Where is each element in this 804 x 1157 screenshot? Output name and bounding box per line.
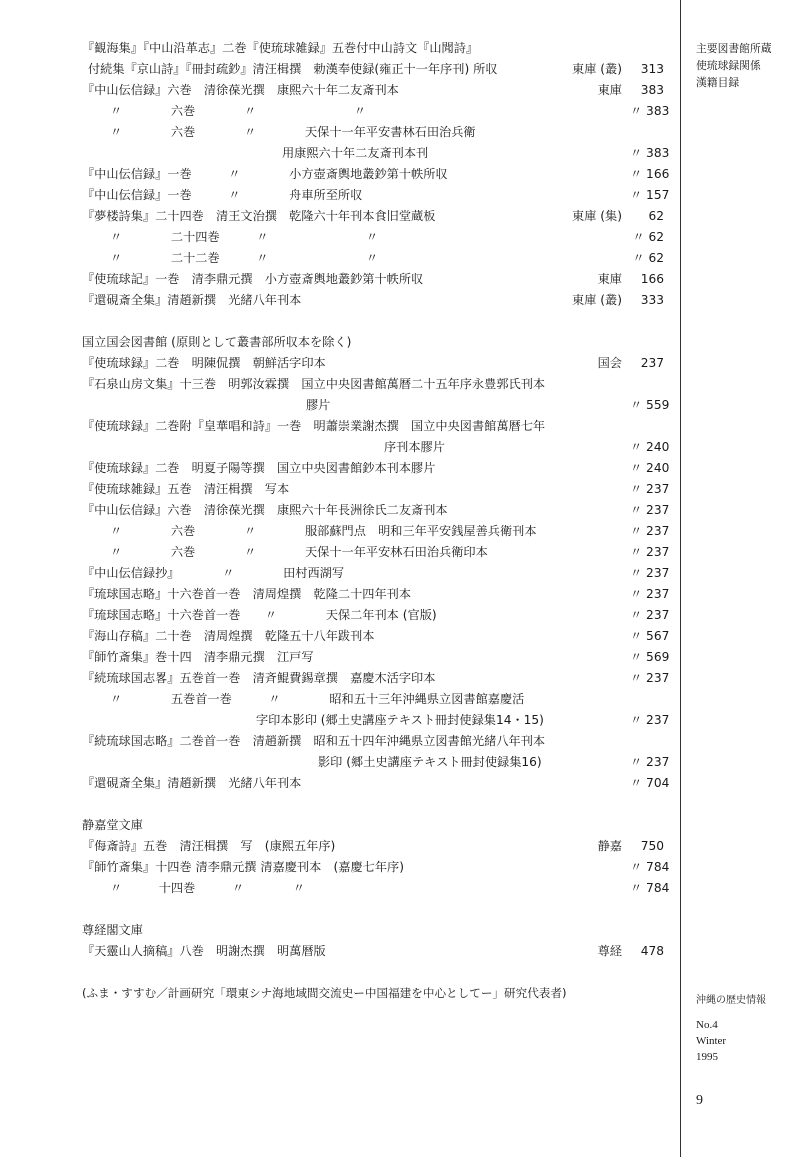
entry-text: 『中山伝信録』一巻 〃 舟車所至所収 (82, 188, 363, 202)
entry-page: 〃 166 (630, 167, 670, 181)
entry-text: 〃 六巻 〃 服部蘇門点 明和三年平安銭屋善兵衛刊本 (110, 524, 537, 538)
section-heading: 静嘉堂文庫 (82, 818, 143, 832)
catalog-entry (82, 563, 670, 584)
footer-gap (82, 962, 664, 983)
entry-page: 62 (648, 209, 664, 223)
section-heading: 尊経閣文庫 (82, 923, 143, 937)
entry-page: 〃 237 (630, 713, 670, 727)
entry-text: 『師竹斎集』巻十四 清李鼎元撰 江戸写 (82, 650, 314, 664)
entry-text: 『中山伝信録』六巻 清徐葆光撰 康熙六十年長洲徐氏二友斎刊本 (82, 503, 448, 517)
entry-location: 東庫 (597, 272, 622, 286)
issue-season: Winter (696, 1035, 727, 1047)
catalog-entry (82, 374, 664, 395)
entry-page: 〃 559 (630, 398, 670, 412)
entry-location: 国会 (597, 356, 622, 370)
entry-page: 〃 569 (630, 650, 670, 664)
entry-page: 166 (640, 272, 664, 286)
entry-text: 〃 二十四巻 〃 〃 (110, 230, 379, 244)
catalog-entry (82, 668, 670, 689)
entry-text: 『琉球国志略』十六巻首一巻 〃 天保二年刊本 (官版) (82, 608, 437, 622)
entry-text: 『観海集』『中山沿革志』二巻『使琉球雑録』五巻付中山詩文『山聞詩』 (82, 41, 479, 55)
catalog-entry (82, 416, 664, 437)
entry-text: 『侮斎詩』五巻 清汪楫撰 写 (康熙五年序) (82, 839, 336, 853)
entry-location: 東庫 (叢) (572, 62, 622, 76)
entry-page: 〃 240 (630, 440, 670, 454)
section-gap (82, 794, 664, 815)
entry-text: 〃 五巻首一巻 〃 昭和五十三年沖縄県立図書館嘉慶活 (110, 692, 525, 706)
catalog-entry (82, 710, 670, 731)
vertical-divider (680, 0, 681, 1157)
catalog-entry (82, 143, 670, 164)
author-footer: (ふま・すすむ／計画研究「環東シナ海地域間交流史ー中国福建を中心としてー」研究代表者) (82, 986, 567, 1000)
entry-page: 〃 237 (630, 587, 670, 601)
entry-text: 膠片 (306, 398, 331, 412)
page-number: 9 (696, 1093, 703, 1108)
entry-page: 〃 704 (630, 776, 670, 790)
sidebar-line: 主要図書館所蔵 (696, 42, 772, 55)
entry-page: 〃 383 (630, 104, 670, 118)
entry-text: 『続琉球国志略』二巻首一巻 清趙新撰 昭和五十四年沖縄県立図書館光緒八年刊本 (82, 734, 546, 748)
entry-text: 『使琉球録』二巻 明陳侃撰 朝鮮活字印本 (82, 356, 326, 370)
entry-page: 〃 62 (632, 230, 664, 244)
catalog-entry (82, 101, 670, 122)
entry-text: 『海山存稿』二十巻 清周煌撰 乾隆五十八年跋刊本 (82, 629, 375, 643)
entry-page: 〃 237 (630, 524, 670, 538)
entry-text: 『中山伝信録』一巻 〃 小方壺斎輿地叢鈔第十帙所収 (82, 167, 448, 181)
entry-text: 『天靈山人摘稿』八巻 明謝杰撰 明萬暦版 (82, 944, 326, 958)
catalog-entry (82, 647, 670, 668)
entry-text: 『使琉球録』二巻附『皇華唱和詩』一巻 明蕭崇業謝杰撰 国立中央図書館萬暦七年 (82, 419, 546, 433)
entry-location: 東庫 (叢) (572, 293, 622, 307)
entry-text: 『使琉球記』一巻 清李鼎元撰 小方壺斎輿地叢鈔第十帙所収 (82, 272, 424, 286)
entry-text: 『続琉球国志畧』五巻首一巻 清斉鯤費錫章撰 嘉慶木活字印本 (82, 671, 436, 685)
catalog-entry (82, 836, 664, 857)
entry-page: 〃 240 (630, 461, 670, 475)
catalog-entry (82, 353, 664, 374)
issue-number: No.4 (696, 1019, 718, 1031)
catalog-entry (82, 542, 670, 563)
entry-page: 313 (640, 62, 664, 76)
catalog-list (82, 38, 670, 1004)
entry-page: 750 (640, 839, 664, 853)
catalog-entry (82, 206, 664, 227)
entry-page: 〃 784 (630, 860, 670, 874)
entry-text: 『夢楼詩集』二十四巻 清王文治撰 乾隆六十年刊本食旧堂蔵板 (82, 209, 436, 223)
catalog-entry (82, 941, 664, 962)
catalog-entry (82, 605, 670, 626)
entry-text: 『中山伝信録』六巻 清徐葆光撰 康熙六十年二友斎刊本 (82, 83, 399, 97)
entry-location: 尊経 (597, 944, 622, 958)
catalog-entry (82, 857, 670, 878)
entry-text: 用康熙六十年二友斎刊本刊 (282, 146, 429, 160)
catalog-entry (82, 38, 664, 59)
catalog-entry (82, 80, 664, 101)
catalog-entry (82, 500, 670, 521)
catalog-entry (82, 290, 664, 311)
catalog-entry (82, 248, 664, 269)
catalog-entry (82, 269, 664, 290)
catalog-entry (82, 689, 664, 710)
catalog-entry (82, 584, 670, 605)
entry-text: 『中山伝信録抄』 〃 田村西湖写 (82, 566, 345, 580)
entry-text: 字印本影印 (郷土史講座テキスト冊封使録集14・15) (256, 713, 544, 727)
entry-page: 〃 237 (630, 545, 670, 559)
entry-text: 序刊本膠片 (384, 440, 445, 454)
entry-text: 付続集『京山詩』『冊封疏鈔』清汪楫撰 勅漢奉使録(雍正十一年序刊) 所収 (88, 62, 498, 76)
entry-text: 〃 六巻 〃 〃 (110, 104, 366, 118)
catalog-entry (82, 626, 670, 647)
catalog-entry (82, 752, 670, 773)
entry-page: 〃 62 (632, 251, 664, 265)
entry-text: 『石泉山房文集』十三巻 明郭汝霖撰 国立中央図書館萬暦二十五年序永豊郭氏刊本 (82, 377, 546, 391)
entry-page: 〃 237 (630, 608, 670, 622)
entry-location: 静嘉 (597, 839, 622, 853)
entry-page: 〃 237 (630, 755, 670, 769)
entry-text: 〃 二十二巻 〃 〃 (110, 251, 379, 265)
magazine-title: 沖縄の歴史情報 (696, 995, 766, 1006)
catalog-entry (82, 122, 664, 143)
entry-page: 〃 784 (630, 881, 670, 895)
entry-text: 〃 十四巻 〃 〃 (110, 881, 305, 895)
entry-text: 『琉球国志略』十六巻首一巻 清周煌撰 乾隆二十四年刊本 (82, 587, 412, 601)
entry-page: 〃 237 (630, 503, 670, 517)
catalog-entry (82, 227, 664, 248)
entry-page: 237 (640, 356, 664, 370)
section-gap (82, 899, 664, 920)
catalog-entry (82, 731, 664, 752)
catalog-entry (82, 878, 670, 899)
issue-year: 1995 (696, 1051, 718, 1063)
section-gap (82, 311, 664, 332)
entry-text: 『使琉球録』二巻 明夏子陽等撰 国立中央図書館鈔本刊本膠片 (82, 461, 436, 475)
entry-page: 383 (640, 83, 664, 97)
catalog-entry (82, 773, 670, 794)
entry-page: 〃 237 (630, 566, 670, 580)
entry-text: 〃 六巻 〃 天保十一年平安書林石田治兵衛 (110, 125, 476, 139)
entry-page: 478 (640, 944, 664, 958)
entry-page: 〃 567 (630, 629, 670, 643)
sidebar-line: 使琉球録関係 (696, 59, 761, 72)
catalog-entry (82, 458, 670, 479)
entry-page: 〃 383 (630, 146, 670, 160)
issue-info (696, 993, 796, 1065)
entry-text: 影印 (郷土史講座テキスト冊封使録集16) (318, 755, 542, 769)
entry-page: 333 (640, 293, 664, 307)
entry-location: 東庫 (597, 83, 622, 97)
entry-page: 〃 237 (630, 671, 670, 685)
section-heading: 国立国会図書館 (原則として叢書部所収本を除く) (82, 335, 352, 349)
entry-location: 東庫 (集) (572, 209, 622, 223)
catalog-entry (82, 437, 670, 458)
entry-text: 『還硯斎全集』清趙新撰 光緒八年刊本 (82, 776, 302, 790)
catalog-entry (82, 521, 670, 542)
sidebar-title (696, 40, 796, 91)
entry-page: 〃 237 (630, 482, 670, 496)
catalog-entry (82, 59, 664, 80)
entry-text: 『還硯斎全集』清趙新撰 光緒八年刊本 (82, 293, 302, 307)
entry-text: 『師竹斎集』十四巻 清李鼎元撰 清嘉慶刊本 (嘉慶七年序) (82, 860, 404, 874)
entry-text: 『使琉球雑録』五巻 清汪楫撰 写本 (82, 482, 290, 496)
catalog-entry (82, 164, 670, 185)
catalog-entry (82, 185, 670, 206)
entry-text: 〃 六巻 〃 天保十一年平安林石田治兵衛印本 (110, 545, 488, 559)
catalog-entry (82, 479, 670, 500)
sidebar-line: 漢籍目録 (696, 76, 740, 89)
catalog-entry (82, 395, 670, 416)
entry-page: 〃 157 (630, 188, 670, 202)
